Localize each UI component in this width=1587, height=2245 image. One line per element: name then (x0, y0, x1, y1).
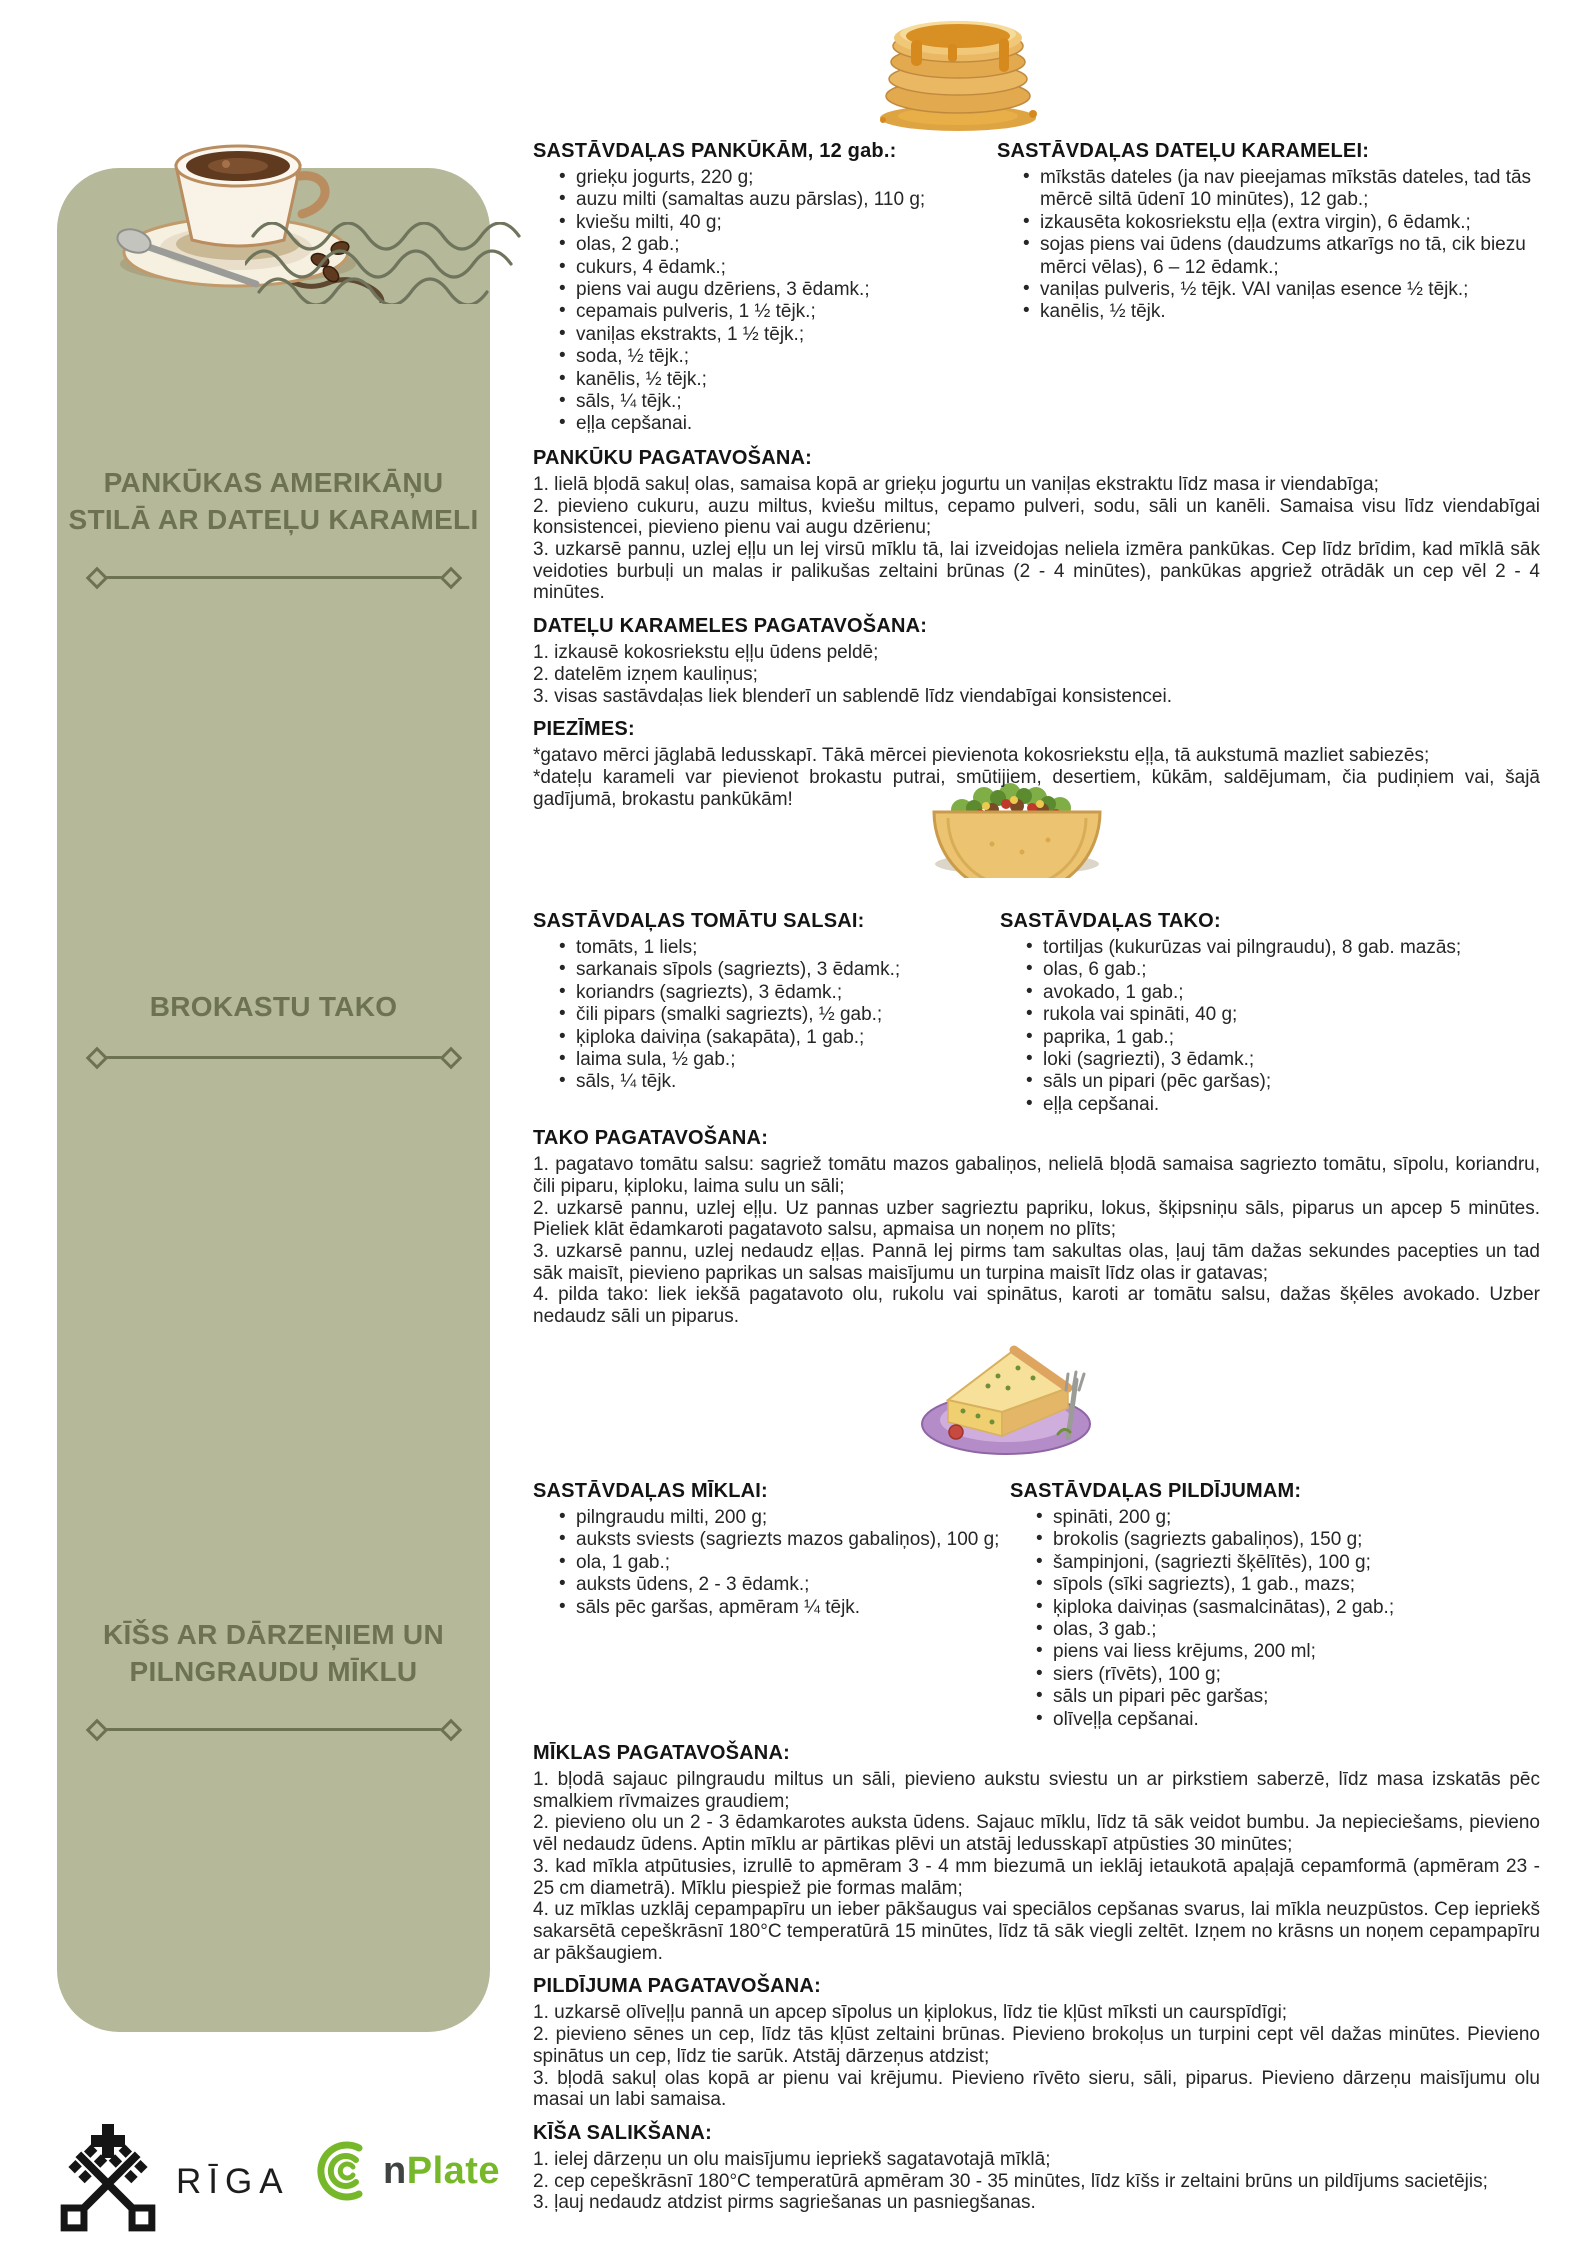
ingredient-item: • sāls un pipari pēc garšas; (1036, 1686, 1540, 1708)
ingredient-item: • eļļa cepšanai. (559, 413, 997, 435)
ingredient-item: • sarkanais sīpols (sagriezts), 3 ēdamk.; (559, 959, 1000, 981)
sidebar-title-line: BROKASTU TAKO (149, 991, 398, 1022)
sidebar-title-pancakes (57, 464, 490, 538)
title-divider (98, 1056, 450, 1059)
ingredients-heading: SASTĀVDAĻAS TAKO: (1000, 910, 1221, 932)
ingredient-item: • sīpols (sīki sagriezts), 1 gab., mazs; (1036, 1574, 1540, 1596)
ingredients-list (1000, 937, 1540, 1116)
ingredient-item: • piens vai liess krējums, 200 ml; (1036, 1641, 1540, 1663)
ingredient-item: • sāls un pipari (pēc garšas); (1026, 1071, 1540, 1093)
ingredient-item: • olas, 6 gab.; (1026, 959, 1540, 981)
instruction-step: 1. pagatavo tomātu salsu: sagriež tomātu mazos gabaliņos, nelielā bļodā samaisa sagriezto tomātu, sīpolu, koriandru, čili piparu, ķiploku, laima sulu un sāli; (533, 1154, 1540, 1197)
ingredient-item: • soda, ½ tējk.; (559, 346, 997, 368)
instruction-step: 4. uz mīklas uzklāj cepampapīru un ieber pākšaugus vai speciālos cepšanas svarus, lai mīkla neuzpūstos. Cep iepriekš sakarsētā cepeškrāsnī 180°C temperatūrā 15 minūtes, līdz tā sāk viegli zeltēt. Izņem no krāsns un noņem cepampapīru ar pākšaugiem. (533, 1899, 1540, 1964)
instruction-step: 2. uzkarsē pannu, uzlej eļļu. Uz pannas uzber sagrieztu papriku, lokus, šķipsniņu sāls, piparus un apcep 5 minūtes. Pieliek klāt ēdamkaroti pagatavoto salsu, apmaisa un noņem no plīts; (533, 1197, 1540, 1241)
ingredients-list (533, 937, 1000, 1094)
instruction-steps (533, 642, 1540, 707)
note-line: *gatavo mērci jāglabā ledusskapī. Tākā mērcei pievienota kokosriekstu eļļa, tā aukstumā mazliet sabiezēs; (533, 745, 1430, 767)
ingredients-column-filling (1010, 1480, 1540, 1731)
pancakes-illustration (853, 0, 1068, 132)
instruction-step: 3. uzkarsē pannu, uzlej nedaudz eļļas. Pannā lej pirms tam sakultas olas, ļauj tām dažas sekundes pacepties un tad sāk maisīt, pievieno paprikas un salsas maisījumu un turpina maisīt līdz olas ir gatavas; (533, 1241, 1540, 1284)
sidebar-title-line: STILĀ AR DATEĻU KARAMELI (68, 504, 479, 535)
ingredient-item: • kviešu milti, 40 g; (559, 212, 997, 234)
ingredients-column-taco (1000, 910, 1540, 1116)
note-line: *dateļu karameli var pievienot brokastu putrai, smūtijiem, desertiem, kūkām, saldējumam, čia pudiņiem vai, šajā gadījumā, brokastu pankūkām! (533, 766, 1540, 810)
ingredient-item: • olas, 2 gab.; (559, 234, 997, 256)
riga-logo-text: RĪGA (176, 2162, 290, 2201)
ingredient-item: • vaniļas ekstrakts, 1 ½ tējk.; (559, 324, 997, 346)
instructions-dough (533, 1742, 1540, 1964)
ingredient-item: • sāls pēc garšas, apmēram ¼ tējk. (559, 1597, 1010, 1619)
ingredients-column-date-caramel (997, 140, 1540, 436)
ingredient-item: • laima sula, ½ gab.; (559, 1049, 1000, 1071)
instruction-steps (533, 474, 1540, 604)
ingredient-item: • kanēlis, ½ tējk. (1023, 301, 1540, 323)
instruction-step: 1. izkausē kokosriekstu eļļu ūdens peldē; (533, 642, 879, 664)
ingredient-item: • pilngraudu milti, 200 g; (559, 1507, 1010, 1529)
instruction-step: 3. visas sastāvdaļas liek blenderī un sablendē līdz viendabīgai konsistencei. (533, 685, 1172, 707)
instruction-step: 2. pievieno olu un 2 - 3 ēdamkarotes auksta ūdens. Sajauc mīklu, līdz tā sāk veidot bumbu. Ja nepieciešams, pievieno vēl nedaudz ūdens. Aptin mīklu ar pārtikas plēvi un atstāj ledusskapī atpūsties 30 minūtes; (533, 1812, 1540, 1856)
recipe-section-taco (533, 910, 1540, 1328)
ingredient-item: • tortiljas (kukurūzas vai pilngraudu), 8 gab. mazās; (1026, 937, 1540, 959)
ingredient-item: • olīveļļa cepšanai. (1036, 1709, 1540, 1731)
ingredient-item: • cukurs, 4 ēdamk.; (559, 257, 997, 279)
onplate-logo (316, 2140, 500, 2202)
instructions-heading: DATEĻU KARAMELES PAGATAVOŠANA: (533, 615, 928, 638)
ingredients-list (1010, 1507, 1540, 1731)
instructions-pancakes (533, 447, 1540, 604)
instructions-filling (533, 1975, 1540, 2111)
ingredient-item: • olas, 3 gab.; (1036, 1619, 1540, 1641)
ingredient-item: • šampinjoni, (sagriezti šķēlītēs), 100 g; (1036, 1552, 1540, 1574)
ingredients-heading: SASTĀVDAĻAS TOMĀTU SALSAI: (533, 910, 865, 932)
instruction-step: 2. datelēm izņem kauliņus; (533, 663, 758, 685)
instruction-step: 1. bļodā sajauc pilngraudu miltus un sāli, pievieno aukstu sviestu un ar pirkstiem saberzē, līdz masa izskatās pēc smalkiem rīvmaizes graudiem; (533, 1769, 1540, 1812)
ingredient-item: • avokado, 1 gab.; (1026, 982, 1540, 1004)
ingredient-item: • sojas piens vai ūdens (daudzums atkarīgs no tā, cik biezu mērci vēlas), 6 – 12 ēdamk.; (1023, 234, 1540, 279)
ingredient-item: • auksts ūdens, 2 - 3 ēdamk.; (559, 1574, 1010, 1596)
title-divider (98, 576, 450, 579)
ingredient-item: • paprika, 1 gab.; (1026, 1027, 1540, 1049)
ingredients-heading: SASTĀVDAĻAS MĪKLAI: (533, 1480, 768, 1502)
instructions-heading: KĪŠA SALIKŠANA: (533, 2121, 712, 2144)
ingredient-item: • mīkstās dateles (ja nav pieejamas mīkstās dateles, tad tās mērcē siltā ūdenī 10 minūtes), 12 gab.; (1023, 167, 1540, 212)
notes-heading: PIEZĪMES: (533, 718, 635, 741)
ingredient-item: • ķiploka daiviņa (sakapāta), 1 gab.; (559, 1027, 1000, 1049)
notes-text (533, 745, 1540, 810)
onplate-logo-text (383, 2150, 500, 2193)
ingredient-item: • cepamais pulveris, 1 ½ tējk.; (559, 301, 997, 323)
instruction-step: 2. pievieno sēnes un cep, līdz tās kļūst zeltaini brūnas. Pievieno brokoļus un turpini cept vēl dažas minūtes. Pievieno spinātus un cep, līdz tie sarūk. Atstāj dārzeņus atdzist; (533, 2024, 1540, 2067)
instructions-heading: PILDĪJUMA PAGATAVOŠANA: (533, 1975, 821, 1998)
ingredient-item: • tomāts, 1 liels; (559, 937, 1000, 959)
ingredient-item: • ola, 1 gab.; (559, 1552, 1010, 1574)
ingredients-list (533, 167, 997, 436)
ingredient-item: • auksts sviests (sagriezts mazos gabaliņos), 100 g; (559, 1529, 1010, 1551)
instruction-steps (533, 1154, 1540, 1328)
instructions-date-caramel (533, 615, 1540, 707)
instruction-step: 1. uzkarsē olīveļļu pannā un apcep sīpolus un ķiplokus, līdz tie kļūst mīksti un caurspīdīgi; (533, 2002, 1288, 2024)
instruction-step: 3. ļauj nedaudz atdzist pirms sagriešanas un pasniegšanas. (533, 2192, 1036, 2214)
instruction-step: 4. pilda tako: liek iekšā pagatavoto olu, rukolu vai spinātus, karoti ar tomātu salsu, dažas šķēles avokado. Uzber nedaudz sāli un piparus. (533, 1284, 1540, 1328)
ingredient-item: • sāls, ¼ tējk. (559, 1071, 1000, 1093)
recipe-section-pancakes (533, 140, 1540, 810)
ingredient-item: • loki (sagriezti), 3 ēdamk.; (1026, 1049, 1540, 1071)
sidebar-title-taco (57, 988, 490, 1025)
instruction-step: 2. pievieno cukuru, auzu miltus, kviešu miltus, cepamo pulveri, sodu, sāli un kanēli. Samaisa visu līdz viendabīgai konsistencei, pievieno pienu vai augu dzērienu; (533, 495, 1540, 539)
instruction-steps (533, 2002, 1540, 2111)
ingredients-list (533, 1507, 1010, 1619)
ingredient-item: • piens vai augu dzēriens, 3 ēdamk.; (559, 279, 997, 301)
quiche-illustration (918, 1316, 1093, 1464)
ingredient-item: • ķiploka daiviņas (sasmalcinātas), 2 gab.; (1036, 1597, 1540, 1619)
instruction-steps (533, 1769, 1540, 1964)
instruction-step: 1. ielej dārzeņu un olu maisījumu iepriekš sagatavotajā mīklā; (533, 2148, 1051, 2170)
ingredient-item: • spināti, 200 g; (1036, 1507, 1540, 1529)
ingredient-item: • sāls, ¼ tējk.; (559, 391, 997, 413)
title-divider (98, 1728, 450, 1731)
instruction-step: 3. kad mīkla atpūtusies, izrullē to apmēram 3 - 4 mm biezumā un ieklāj ietaukotā apaļajā cepamformā (apmēram 23 - 25 cm diametrā). Mīklu piespiež pie formas malām; (533, 1855, 1540, 1899)
sidebar-title-line: PANKŪKAS AMERIKĀŅU (103, 467, 444, 498)
ingredient-item: • brokolis (sagriezts gabaliņos), 150 g; (1036, 1529, 1540, 1551)
ingredient-item: • kanēlis, ½ tējk.; (559, 369, 997, 391)
instruction-step: 2. cep cepeškrāsnī 180°C temperatūrā apmēram 30 - 35 minūtes, līdz kīšs ir zeltaini brūns un pildījums sacietējis; (533, 2170, 1488, 2192)
ingredient-item: • eļļa cepšanai. (1026, 1094, 1540, 1116)
ingredient-item: • čili pipars (smalki sagriezts), ½ gab.; (559, 1004, 1000, 1026)
instruction-step: 3. uzkarsē pannu, uzlej eļļu un lej virsū mīklu tā, lai izveidojas neliela izmēra pankūkas. Cep līdz brīdim, kad mīklā sāk veidoties burbuļi un malas ir palikušas zeltaini brūnas (2 - 4 minūtes), pankūkas apgriež otrādāk un cep vēl 2 - 4 minūtes. (533, 538, 1540, 604)
instruction-steps (533, 2149, 1540, 2214)
ingredients-list (997, 167, 1540, 324)
onplate-text-n: n (383, 2149, 407, 2192)
ingredient-item: • siers (rīvēts), 100 g; (1036, 1664, 1540, 1686)
onplate-text-plate: Plate (406, 2149, 501, 2192)
ingredients-heading: SASTĀVDAĻAS DATEĻU KARAMELEI: (997, 140, 1370, 162)
ingredients-heading: SASTĀVDAĻAS PANKŪKĀM, 12 gab.: (533, 140, 897, 162)
ingredients-column-pancakes (533, 140, 997, 436)
ingredient-item: • grieķu jogurts, 220 g; (559, 167, 997, 189)
sidebar-panel (57, 168, 490, 2032)
ingredient-item: • izkausēta kokosriekstu eļļa (extra virgin), 6 ēdamk.; (1023, 212, 1540, 234)
ingredient-item: • rukola vai spināti, 40 g; (1026, 1004, 1540, 1026)
instruction-step: 1. lielā bļodā sakuļ olas, samaisa kopā ar grieķu jogurtu un vaniļas ekstraktu līdz masa ir viendabīga; (533, 473, 1379, 495)
notes-section (533, 718, 1540, 810)
recipe-section-quiche (533, 1480, 1540, 2214)
onplate-logo-icon (316, 2140, 378, 2202)
instructions-taco (533, 1127, 1540, 1328)
instructions-assembly (533, 2122, 1540, 2214)
sidebar-title-line: KĪŠS AR DĀRZEŅIEM UN (103, 1619, 444, 1650)
sidebar-title-line: PILNGRAUDU MĪKLU (129, 1656, 418, 1687)
instructions-heading: PANKŪKU PAGATAVOŠANA: (533, 446, 813, 469)
ingredient-item: • koriandrs (sagriezts), 3 ēdamk.; (559, 982, 1000, 1004)
ingredients-column-salsa (533, 910, 1000, 1116)
ingredients-column-dough (533, 1480, 1010, 1731)
riga-coat-of-arms-icon (52, 2122, 164, 2234)
sidebar-title-quiche (57, 1616, 490, 1690)
ingredient-item: • vaniļas pulveris, ½ tējk. VAI vaniļas esence ½ tējk.; (1023, 279, 1540, 301)
steam-waves-icon (245, 222, 550, 304)
ingredient-item: • auzu milti (samaltas auzu pārslas), 110 g; (559, 189, 997, 211)
instructions-heading: MĪKLAS PAGATAVOŠANA: (533, 1742, 790, 1765)
instruction-step: 3. bļodā sakuļ olas kopā ar pienu vai krējumu. Pievieno rīvēto sieru, sāli, piparus. Pievieno dārzeņu maisījumu olu masai un labi samaisa. (533, 2067, 1540, 2111)
instructions-heading: TAKO PAGATAVOŠANA: (533, 1127, 769, 1150)
ingredients-heading: SASTĀVDAĻAS PILDĪJUMAM: (1010, 1480, 1302, 1502)
